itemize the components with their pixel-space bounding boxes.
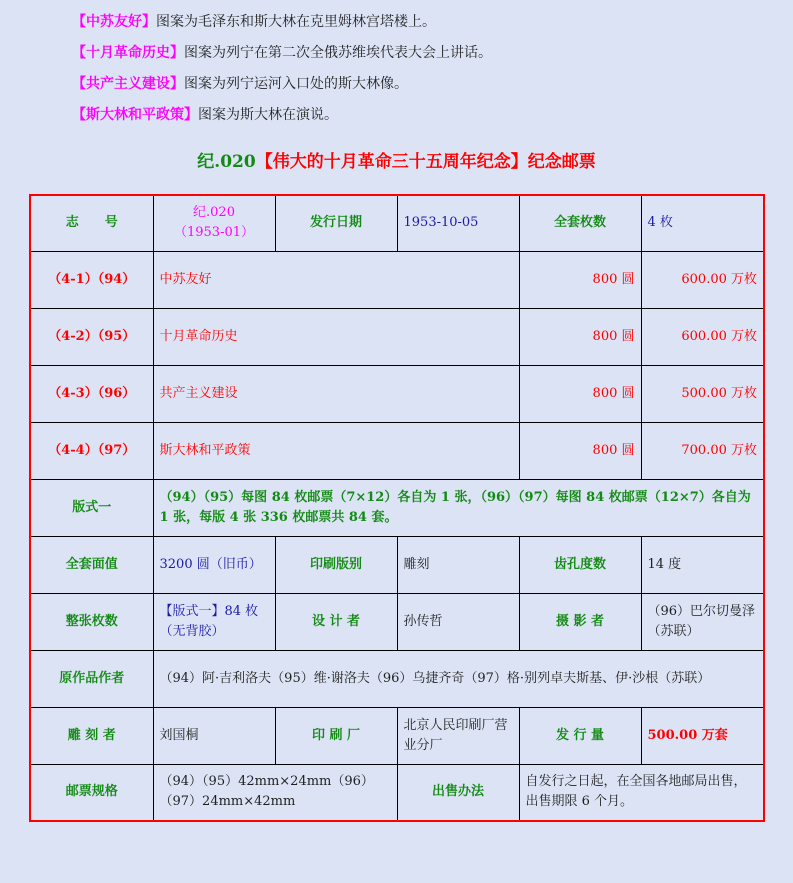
format-text: （94）（95）每图 84 枚邮票（7×12）各自为 1 张，（96）（97）每图 84 枚邮票（12×7）各自为 1 张，每版 4 张 336 枚邮票共 84 套。 bbox=[153, 479, 764, 536]
issue-quantity-label: 发 行 量 bbox=[519, 707, 641, 764]
table-row bbox=[30, 422, 764, 479]
intro-section bbox=[72, 8, 772, 132]
count-label: 全套枚数 bbox=[519, 195, 641, 251]
date-value: 1953-10-05 bbox=[397, 195, 519, 251]
date-label: 发行日期 bbox=[275, 195, 397, 251]
engraver-label: 雕 刻 者 bbox=[30, 707, 153, 764]
table-row bbox=[30, 536, 764, 593]
intro-tag: 【斯大林和平政策】 bbox=[72, 107, 198, 123]
code-value bbox=[153, 195, 275, 251]
intro-line bbox=[72, 101, 772, 132]
title-code: 纪.020 bbox=[197, 152, 256, 172]
face-total-label: 全套面值 bbox=[30, 536, 153, 593]
stamp-face-value: 800 圆 bbox=[519, 422, 641, 479]
artist-value: （94）阿·吉利洛夫（95）维·谢洛夫（96）乌捷齐奇（97）格·别列卓夫斯基、伊·沙根（苏联） bbox=[153, 650, 764, 707]
print-type-value: 雕刻 bbox=[397, 536, 519, 593]
stamp-quantity: 600.00 万枚 bbox=[641, 308, 764, 365]
intro-line bbox=[72, 70, 772, 101]
stamp-face-value: 800 圆 bbox=[519, 251, 641, 308]
intro-text: 图案为毛泽东和斯大林在克里姆林宫塔楼上。 bbox=[156, 14, 436, 30]
title-name: 【伟大的十月革命三十五周年纪念】纪念邮票 bbox=[255, 152, 596, 172]
table-row bbox=[30, 365, 764, 422]
sale-method-label: 出售办法 bbox=[397, 764, 519, 821]
intro-text: 图案为列宁在第二次全俄苏维埃代表大会上讲话。 bbox=[184, 45, 492, 61]
table-row bbox=[30, 195, 764, 251]
stamp-size-label: 邮票规格 bbox=[30, 764, 153, 821]
face-total-value: 3200 圆（旧币） bbox=[153, 536, 275, 593]
table-row bbox=[30, 650, 764, 707]
stamp-face-value: 800 圆 bbox=[519, 308, 641, 365]
stamp-name: 十月革命历史 bbox=[153, 308, 519, 365]
intro-tag: 【十月革命历史】 bbox=[72, 45, 184, 61]
designer-label: 设 计 者 bbox=[275, 593, 397, 650]
print-type-label: 印刷版别 bbox=[275, 536, 397, 593]
stamp-number: （4-3）（96） bbox=[30, 365, 153, 422]
stamp-number: （4-2）（95） bbox=[30, 308, 153, 365]
table-row bbox=[30, 764, 764, 821]
stamp-name: 中苏友好 bbox=[153, 251, 519, 308]
table-row bbox=[30, 479, 764, 536]
perforation-label: 齿孔度数 bbox=[519, 536, 641, 593]
intro-tag: 【共产主义建设】 bbox=[72, 76, 184, 92]
perforation-value: 14 度 bbox=[641, 536, 764, 593]
engraver-value: 刘国桐 bbox=[153, 707, 275, 764]
stamp-quantity: 600.00 万枚 bbox=[641, 251, 764, 308]
code-label: 志 号 bbox=[30, 195, 153, 251]
issue-quantity-value: 500.00 万套 bbox=[641, 707, 764, 764]
code-line-2: （1953-01） bbox=[173, 225, 255, 241]
stamp-info-table bbox=[29, 194, 765, 822]
stamp-name: 共产主义建设 bbox=[153, 365, 519, 422]
stamp-face-value: 800 圆 bbox=[519, 365, 641, 422]
stamp-number: （4-4）（97） bbox=[30, 422, 153, 479]
sheet-count-value: 【版式一】84 枚（无背胶） bbox=[153, 593, 275, 650]
stamp-number: （4-1）（94） bbox=[30, 251, 153, 308]
count-value: 4 枚 bbox=[641, 195, 764, 251]
stamp-quantity: 500.00 万枚 bbox=[641, 365, 764, 422]
intro-text: 图案为斯大林在演说。 bbox=[198, 107, 338, 123]
stamp-name: 斯大林和平政策 bbox=[153, 422, 519, 479]
designer-value: 孙传哲 bbox=[397, 593, 519, 650]
sheet-count-label: 整张枚数 bbox=[30, 593, 153, 650]
format-label: 版式一 bbox=[30, 479, 153, 536]
artist-label: 原作品作者 bbox=[30, 650, 153, 707]
photographer-label: 摄 影 者 bbox=[519, 593, 641, 650]
stamp-size-value: （94）（95）42mm×24mm（96）（97）24mm×42mm bbox=[153, 764, 397, 821]
printer-label: 印 刷 厂 bbox=[275, 707, 397, 764]
table-row bbox=[30, 707, 764, 764]
intro-line bbox=[72, 39, 772, 70]
photographer-value: （96）巴尔切曼泽（苏联） bbox=[641, 593, 764, 650]
stamp-quantity: 700.00 万枚 bbox=[641, 422, 764, 479]
table-row bbox=[30, 251, 764, 308]
page-title bbox=[0, 145, 793, 179]
intro-text: 图案为列宁运河入口处的斯大林像。 bbox=[184, 76, 408, 92]
code-line-1: 纪.020 bbox=[193, 205, 235, 221]
table-row bbox=[30, 308, 764, 365]
intro-line bbox=[72, 8, 772, 39]
printer-value: 北京人民印刷厂营业分厂 bbox=[397, 707, 519, 764]
table-row bbox=[30, 593, 764, 650]
sale-method-value: 自发行之日起，在全国各地邮局出售，出售期限 6 个月。 bbox=[519, 764, 764, 821]
intro-tag: 【中苏友好】 bbox=[72, 14, 156, 30]
